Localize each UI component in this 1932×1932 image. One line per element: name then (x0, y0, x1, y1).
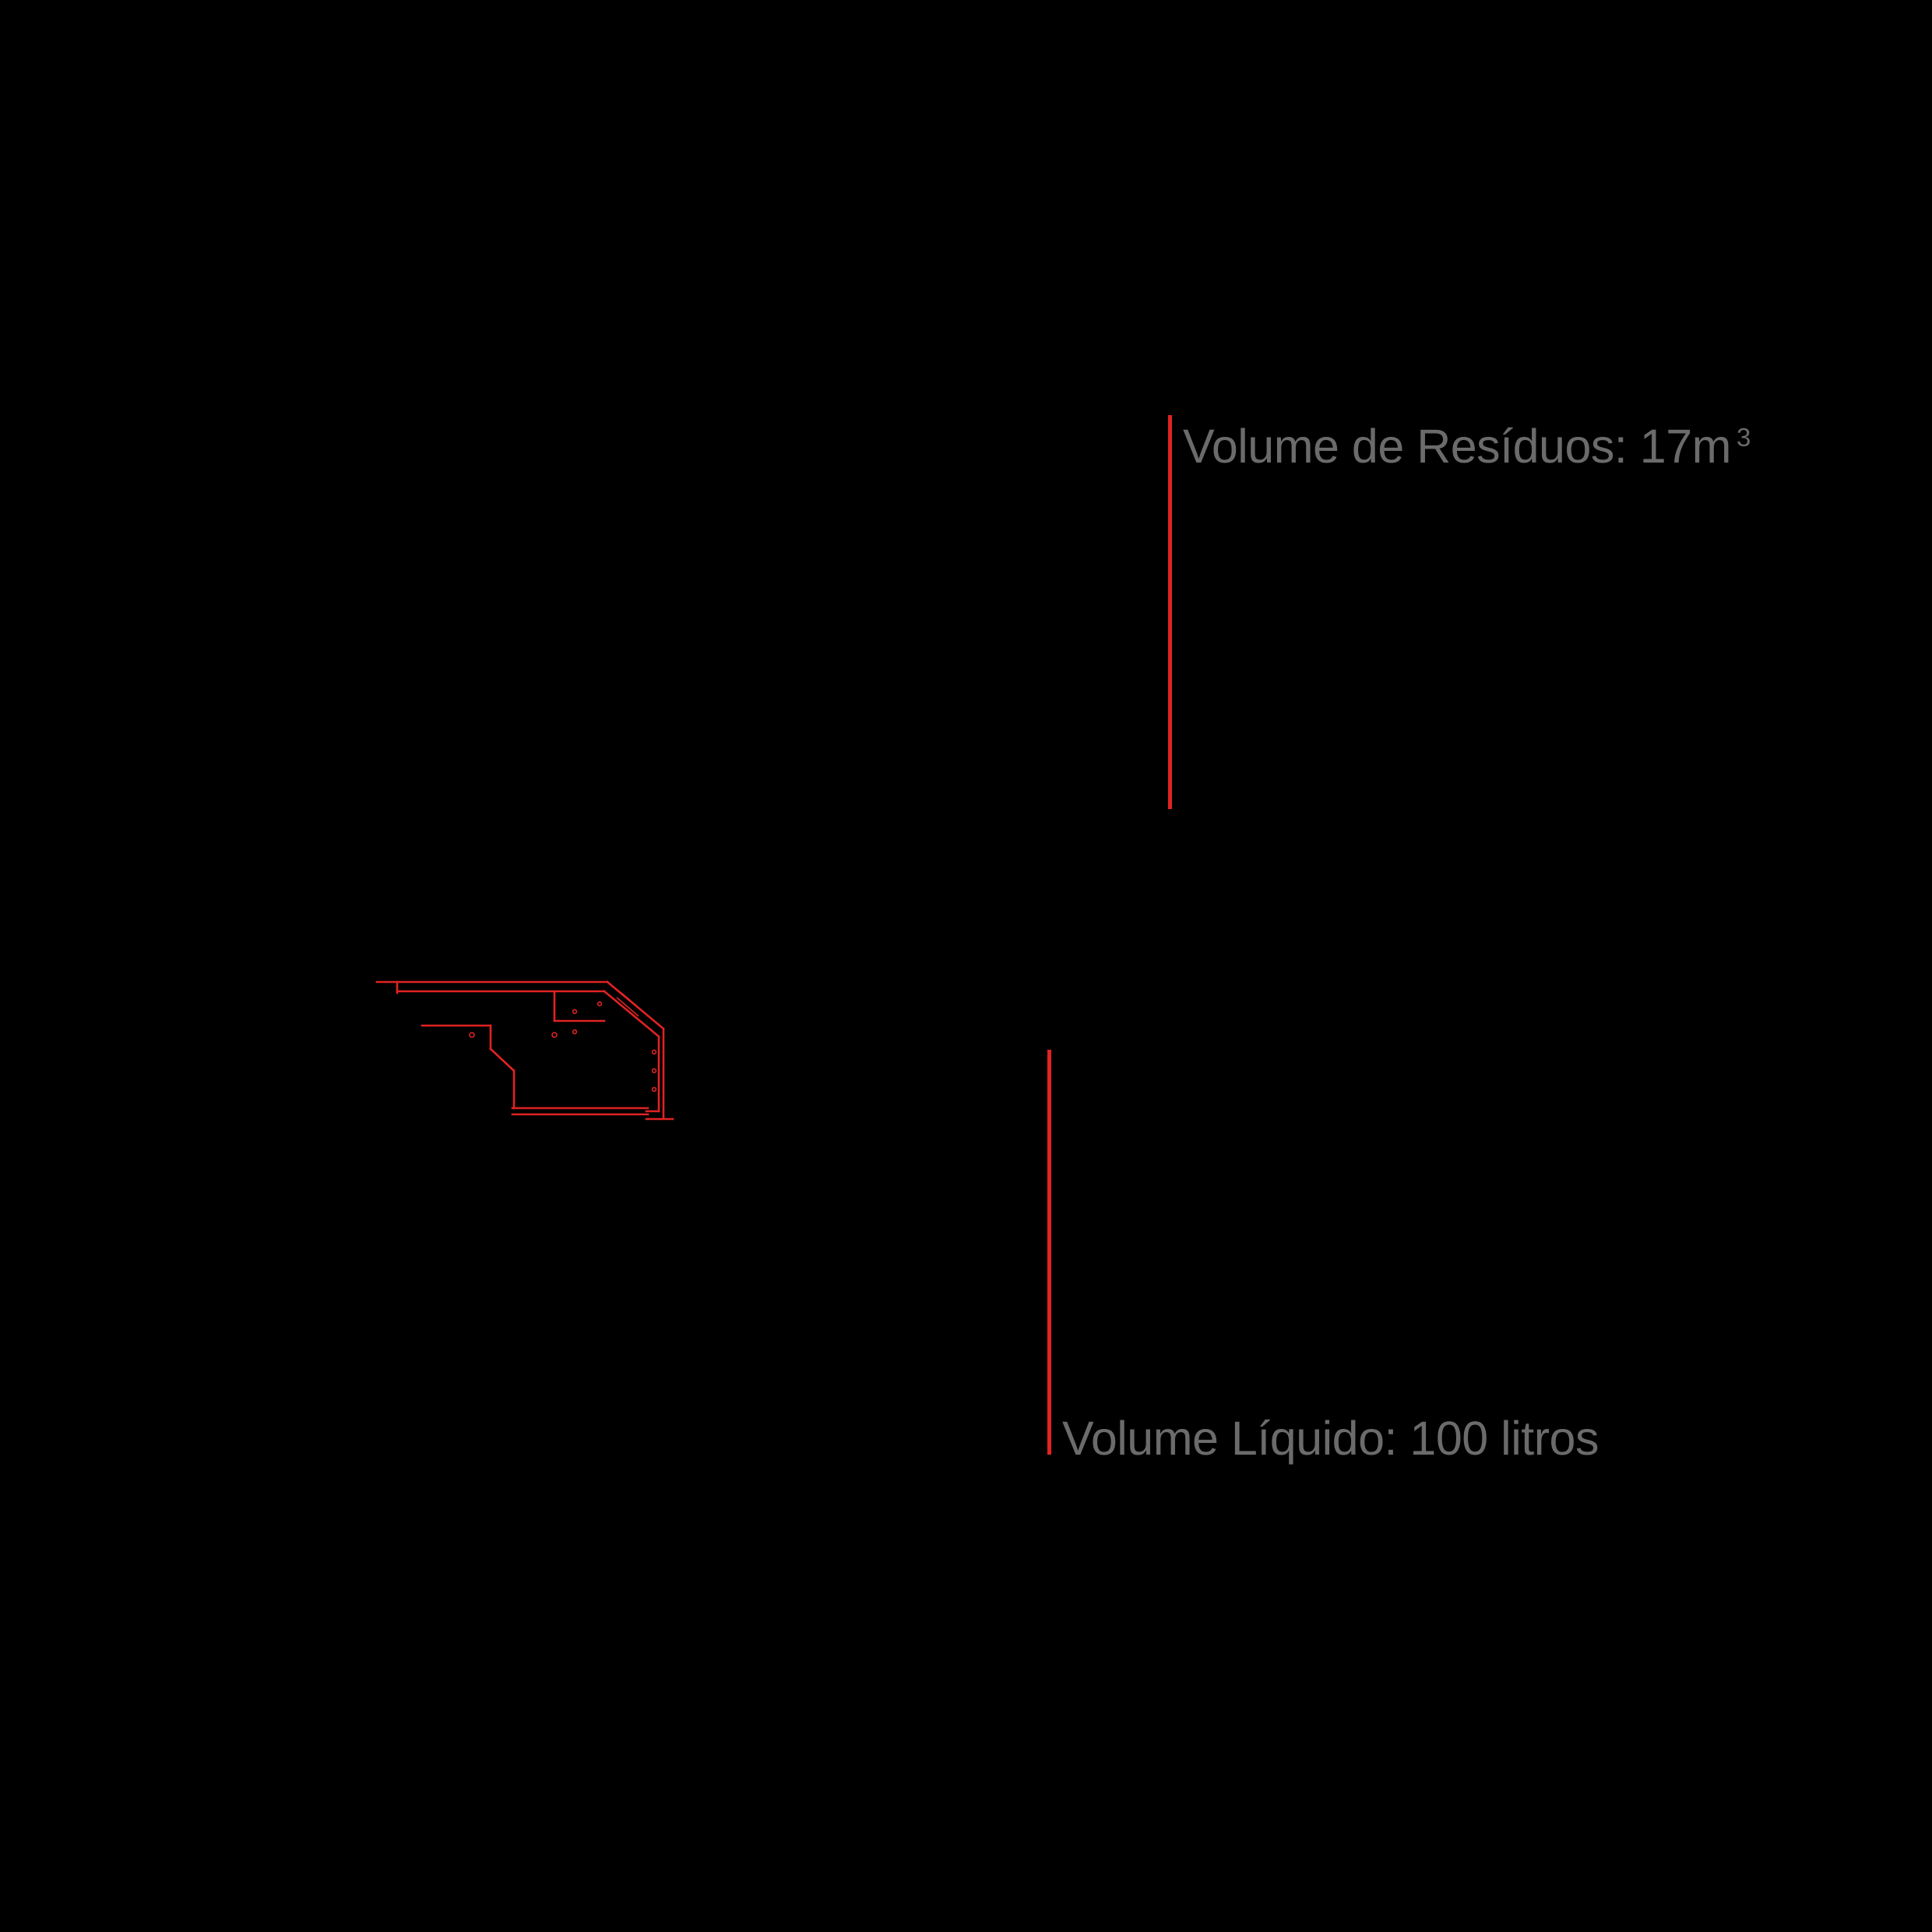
annotation-text-liquido: Volume Líquido: 100 litros (1062, 1412, 1599, 1465)
annotation-volume-liquido (1047, 1050, 1599, 1465)
leader-line-liquido (1047, 1050, 1051, 1455)
annotation-volume-residuos (1168, 415, 1751, 809)
vehicle-body-outline-drawing (374, 977, 732, 1149)
annotation-label-residuos (1183, 420, 1751, 473)
annotation-label-liquido (1062, 1412, 1599, 1465)
leader-line-residuos (1168, 415, 1172, 809)
annotation-text-residuos: Volume de Resíduos: 17m (1183, 420, 1731, 473)
annotation-superscript-residuos: 3 (1736, 422, 1751, 452)
